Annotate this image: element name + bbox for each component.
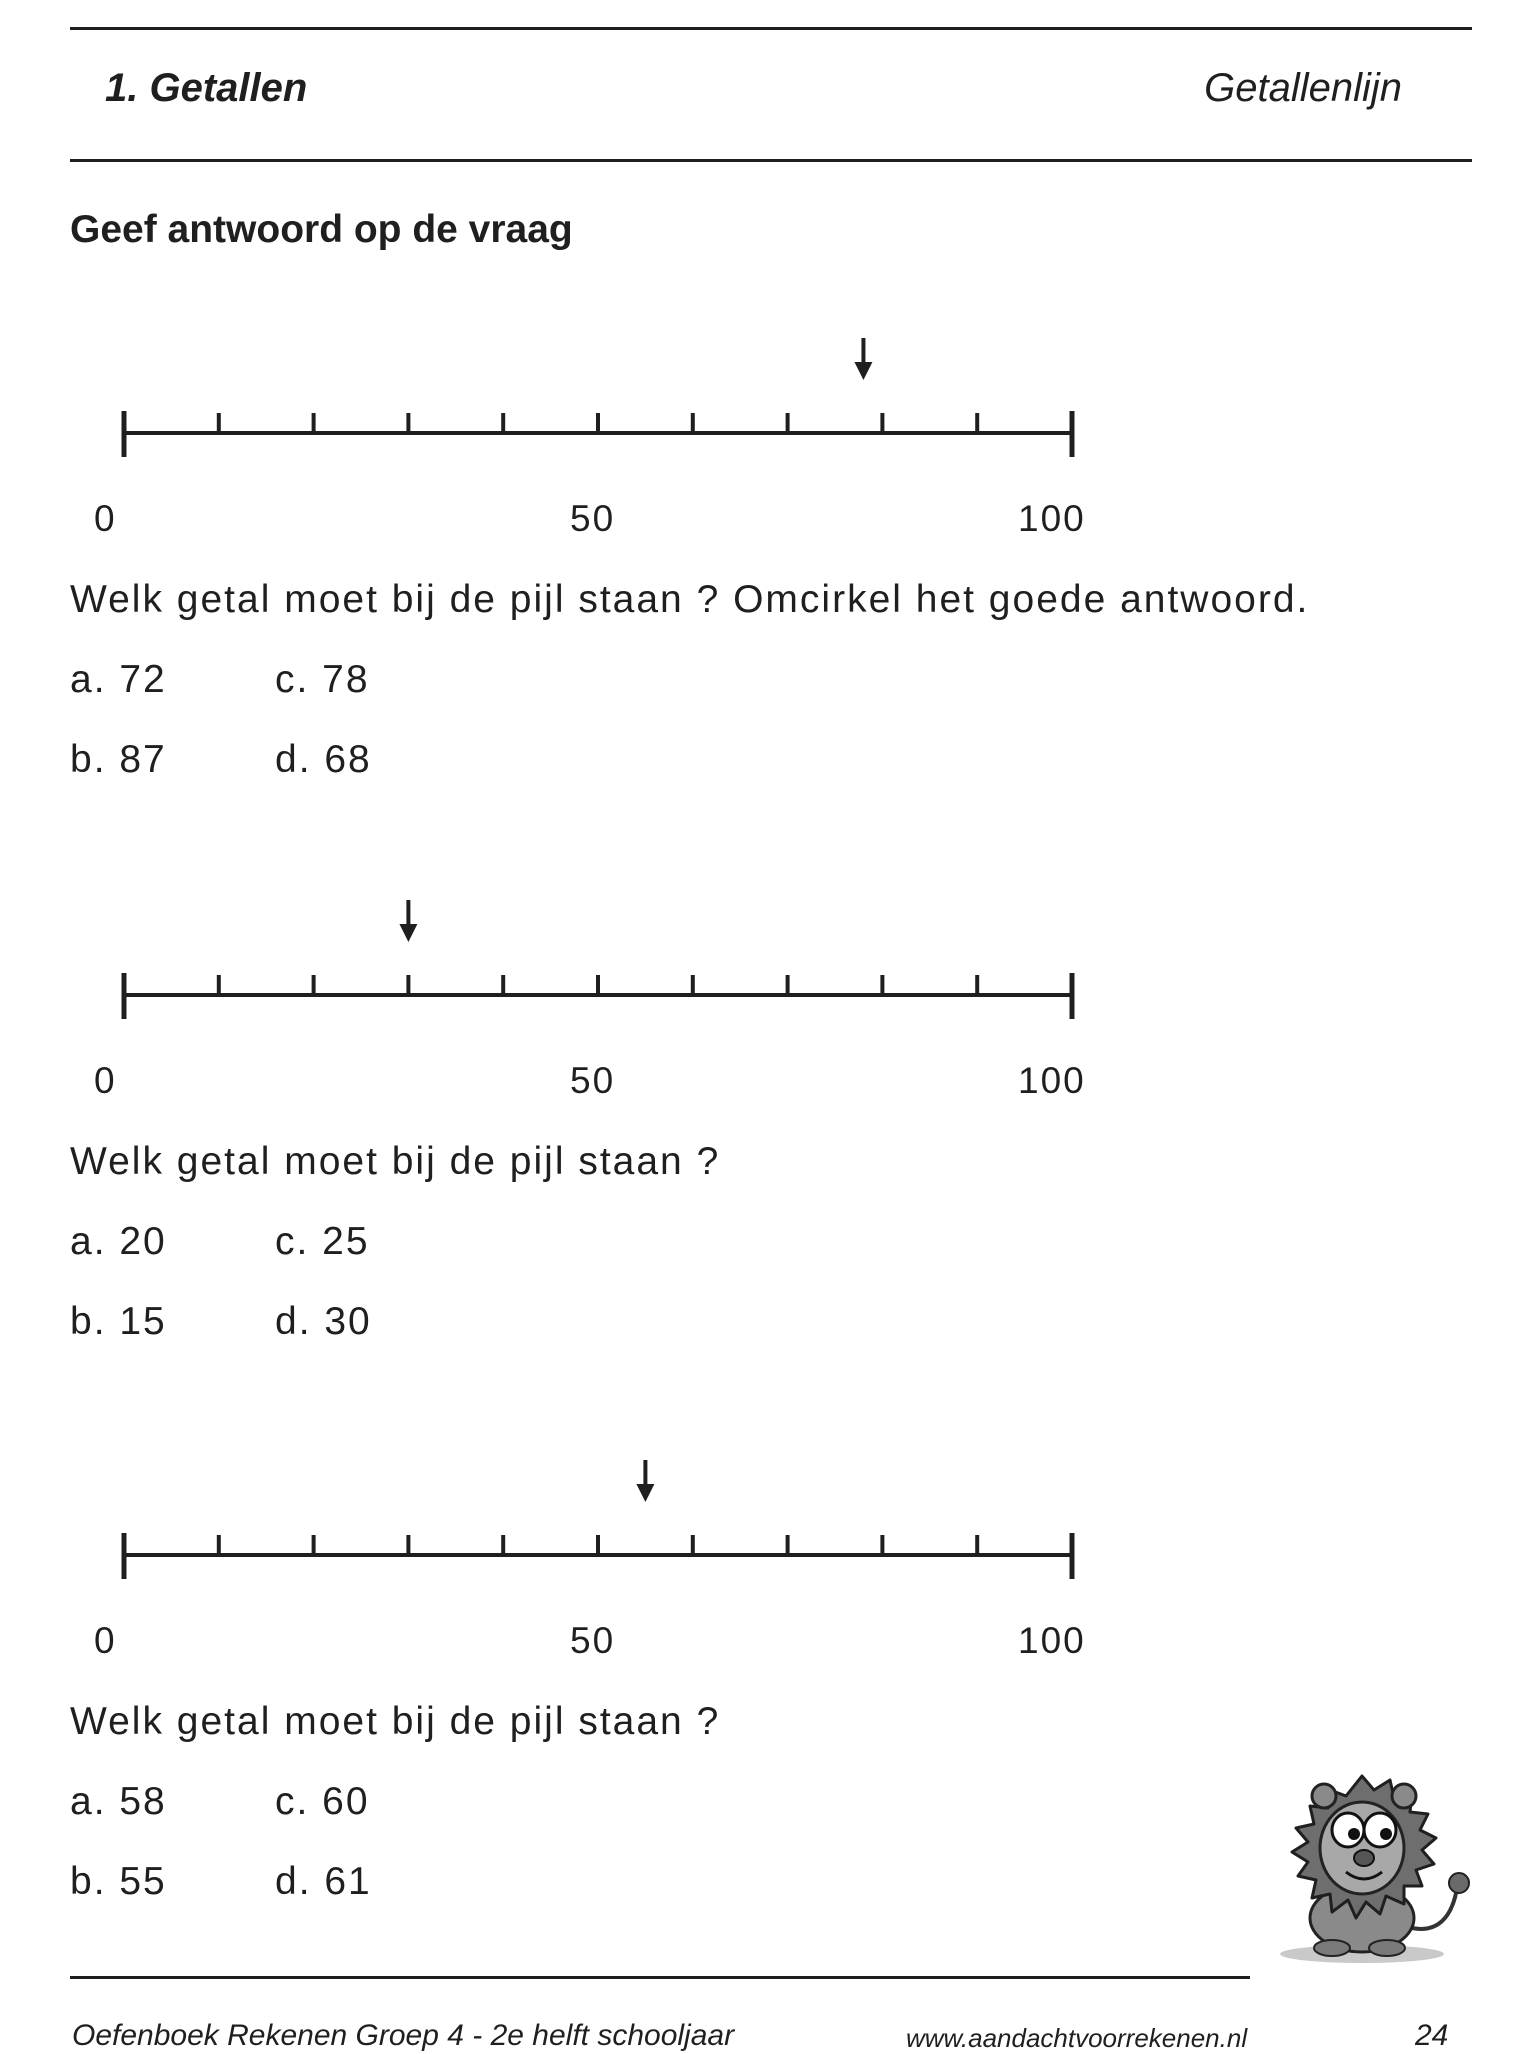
lion-ear-right: [1392, 1784, 1416, 1808]
number-line-3: [94, 1460, 1090, 1661]
lion-eye-right: [1364, 1813, 1396, 1847]
nl-label-min: 0: [94, 498, 117, 539]
lion-pupil-left: [1348, 1828, 1360, 1840]
nl-label-min: 0: [94, 1620, 117, 1661]
number-line-3-graphic: [110, 1460, 1090, 1590]
nl-label-mid: 50: [570, 1620, 616, 1661]
option-2c[interactable]: c. 25: [275, 1220, 370, 1263]
option-2a[interactable]: a. 20: [70, 1220, 167, 1263]
option-2d[interactable]: d. 30: [275, 1300, 372, 1343]
option-3a[interactable]: a. 58: [70, 1780, 167, 1823]
nl-label-mid: 50: [570, 498, 616, 539]
nl-label-min: 0: [94, 1060, 117, 1101]
option-3c[interactable]: c. 60: [275, 1780, 370, 1823]
option-3b[interactable]: b. 55: [70, 1860, 167, 1903]
lion-eye-left: [1332, 1813, 1364, 1847]
option-3d[interactable]: d. 61: [275, 1860, 372, 1903]
option-1b[interactable]: b. 87: [70, 738, 167, 781]
arrow-down-icon-head: [636, 1484, 654, 1502]
number-line-1-labels: [94, 498, 1210, 548]
arrow-down-icon-head: [854, 362, 872, 380]
arrow-down-icon-head: [399, 924, 417, 942]
number-line-2-graphic: [110, 900, 1090, 1030]
footer-website: www.aandachtvoorrekenen.nl: [906, 2023, 1248, 2053]
number-line-3-labels: [94, 1620, 1210, 1670]
nl-label-max: 100: [1018, 498, 1086, 539]
lion-ear-left: [1312, 1784, 1336, 1808]
lion-nose: [1354, 1850, 1374, 1866]
lion-tail-tuft: [1449, 1873, 1469, 1893]
chapter-title: 1. Getallen: [105, 66, 308, 110]
header-bottom-rule: [70, 159, 1472, 162]
number-line-2: [94, 900, 1090, 1101]
nl-label-max: 100: [1018, 1060, 1086, 1101]
lion-foot-left: [1314, 1940, 1350, 1956]
lion-pupil-right: [1380, 1828, 1392, 1840]
question-3: Welk getal moet bij de pijl staan ?: [70, 1700, 721, 1743]
number-line-1: [94, 338, 1090, 539]
number-line-1-graphic: [110, 338, 1090, 468]
page-number: 24: [1415, 2019, 1449, 2052]
option-1a[interactable]: a. 72: [70, 658, 167, 701]
number-line-2-labels: [94, 1060, 1210, 1110]
instruction-heading: Geef antwoord op de vraag: [70, 208, 573, 251]
nl-label-max: 100: [1018, 1620, 1086, 1661]
lion-foot-right: [1369, 1940, 1405, 1956]
question-1: Welk getal moet bij de pijl staan ? Omcirkel het goede antwoord.: [70, 578, 1310, 621]
option-2b[interactable]: b. 15: [70, 1300, 167, 1343]
option-1c[interactable]: c. 78: [275, 658, 370, 701]
topic-title: Getallenlijn: [1204, 66, 1402, 110]
footer-book-title: Oefenboek Rekenen Groep 4 - 2e helft schooljaar: [72, 2019, 735, 2052]
option-1d[interactable]: d. 68: [275, 738, 372, 781]
lion-tail: [1412, 1888, 1457, 1929]
nl-label-mid: 50: [570, 1060, 616, 1101]
question-2: Welk getal moet bij de pijl staan ?: [70, 1140, 721, 1183]
lion-mascot-illustration: [1262, 1768, 1492, 1968]
header-top-rule: [70, 27, 1472, 30]
footer-rule: [70, 1976, 1250, 1979]
